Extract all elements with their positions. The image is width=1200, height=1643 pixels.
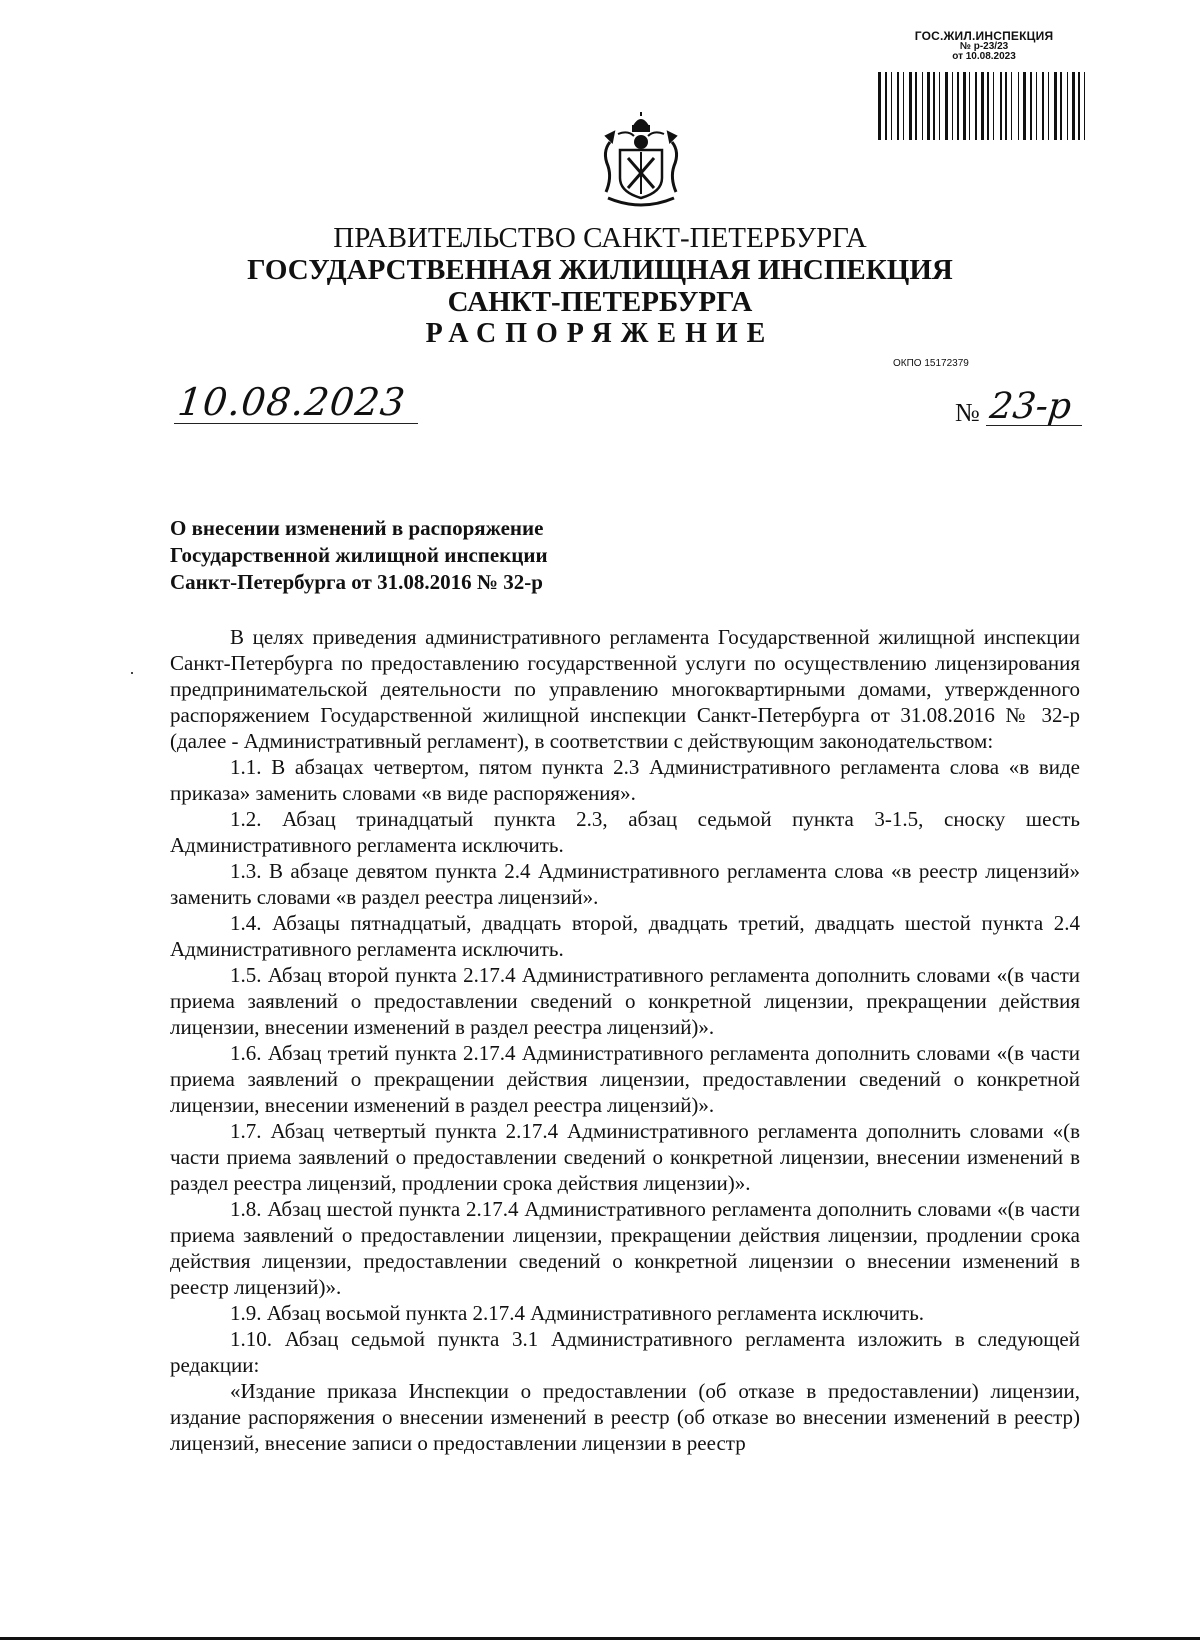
barcode-bar bbox=[915, 72, 917, 140]
barcode-bar bbox=[1000, 72, 1002, 140]
government-title: ПРАВИТЕЛЬСТВО САНКТ-ПЕТЕРБУРГА bbox=[333, 222, 867, 254]
body-paragraph: 1.8. Абзац шестой пункта 2.17.4 Административного регламента дополнить словами «(в части приема заявлений о предоставлении лицензии, прекращении действия лицензии, продлении срока действия лицензии, предоставлении сведений о конкретной лицензии о внесении изменений в реестр лицензий)». bbox=[170, 1197, 1080, 1299]
document-type: РАСПОРЯЖЕНИЕ bbox=[425, 318, 775, 349]
barcode-bar bbox=[878, 72, 881, 140]
registration-stamp bbox=[884, 30, 1084, 62]
agency-title-line1: ГОСУДАРСТВЕННАЯ ЖИЛИЩНАЯ ИНСПЕКЦИЯ bbox=[247, 254, 953, 286]
barcode-bar bbox=[1048, 72, 1049, 140]
barcode-bar bbox=[1060, 72, 1062, 140]
body-paragraph: 1.9. Абзац восьмой пункта 2.17.4 Административного регламента исключить. bbox=[230, 1301, 925, 1325]
barcode-bar bbox=[1042, 72, 1044, 140]
barcode-bar bbox=[975, 72, 977, 140]
barcode-bar bbox=[1011, 72, 1012, 140]
stamp-agency: ГОС.ЖИЛ.ИНСПЕКЦИЯ bbox=[914, 29, 1054, 43]
subject-line: Государственной жилищной инспекции bbox=[170, 543, 548, 567]
barcode-bar bbox=[1078, 72, 1080, 140]
body-paragraph: В целях приведения административного регламента Государственной жилищной инспекции Санкт-Петербурга по предоставлению государственной услуги по осуществлению лицензирования предпринимательской деятельности по управлению многоквартирными домами, утвержденного распоряжением Государственной жилищной инспекции Санкт-Петербурга от 31.08.2016 № 32-р (далее - Административный регламент), в соответствии с действующим законодательством: bbox=[170, 625, 1080, 753]
scan-speck bbox=[131, 672, 133, 674]
barcode-bar bbox=[903, 72, 904, 140]
barcode-bar bbox=[1030, 72, 1032, 140]
barcode-bar bbox=[1072, 72, 1075, 140]
barcode bbox=[876, 72, 1088, 140]
barcode-bar bbox=[1067, 72, 1068, 140]
barcode-bar bbox=[981, 72, 984, 140]
body-paragraph: 1.2. Абзац тринадцатый пункта 2.3, абзац седьмой пункта 3-1.5, сноску шесть Административного регламента исключить. bbox=[170, 807, 1080, 857]
barcode-bar bbox=[939, 72, 940, 140]
agency-title-line2: САНКТ-ПЕТЕРБУРГА bbox=[447, 286, 753, 318]
subject-line: О внесении изменений в распоряжение bbox=[170, 516, 544, 540]
barcode-bar bbox=[933, 72, 935, 140]
document-subject bbox=[170, 515, 548, 596]
barcode-bar bbox=[1005, 72, 1007, 140]
stamp-date: от 10.08.2023 bbox=[952, 51, 1016, 62]
page-bottom-edge bbox=[0, 1637, 1200, 1640]
barcode-bar bbox=[909, 72, 912, 140]
barcode-bar bbox=[1018, 72, 1019, 140]
body-paragraph: 1.7. Абзац четвертый пункта 2.17.4 Административного регламента дополнить словами «(в части приема заявлений о предоставлении сведений о конкретной лицензии, внесении изменений в раздел реестра лицензий, продлении срока действия лицензии)». bbox=[170, 1119, 1080, 1195]
barcode-bar bbox=[927, 72, 930, 140]
subject-line: Санкт-Петербурга от 31.08.2016 № 32-р bbox=[170, 570, 543, 594]
document-number: 23-р bbox=[987, 386, 1074, 427]
body-paragraph: 1.3. В абзаце девятом пункта 2.4 Административного регламента слова «в реестр лицензий» заменить словами «в раздел реестра лицензий». bbox=[170, 859, 1080, 909]
document-date: 10.08.2023 bbox=[175, 380, 408, 424]
barcode-bar bbox=[963, 72, 966, 140]
body-paragraph: «Издание приказа Инспекции о предоставлении (об отказе в предоставлении) лицензии, издание распоряжения о внесении изменений в реестр (об отказе во внесении изменений в реестр) лицензий, внесение записи о предоставлении лицензии в реестр bbox=[170, 1379, 1080, 1455]
document-body bbox=[170, 624, 1080, 1456]
barcode-bar bbox=[1054, 72, 1057, 140]
body-paragraph: 1.5. Абзац второй пункта 2.17.4 Административного регламента дополнить словами «(в части приема заявлений о предоставлении сведений о конкретной лицензии, прекращении действия лицензии, внесении изменений в раздел реестра лицензий)». bbox=[170, 963, 1080, 1039]
barcode-bar bbox=[1084, 72, 1085, 140]
barcode-bar bbox=[957, 72, 959, 140]
barcode-bar bbox=[897, 72, 899, 140]
number-sign: № bbox=[955, 398, 980, 427]
barcode-bar bbox=[987, 72, 989, 140]
stamp-number: № р-23/23 bbox=[959, 41, 1009, 52]
barcode-bar bbox=[993, 72, 994, 140]
barcode-bar bbox=[952, 72, 953, 140]
barcode-bar bbox=[969, 72, 970, 140]
body-paragraph: 1.6. Абзац третий пункта 2.17.4 Административного регламента дополнить словами «(в части приема заявлений о прекращении действия лицензии, предоставлении сведений о конкретной лицензии, внесении изменений в раздел реестра лицензий)». bbox=[170, 1041, 1080, 1117]
barcode-bar bbox=[885, 72, 887, 140]
barcode-bar bbox=[922, 72, 923, 140]
body-paragraph: 1.1. В абзацах четвертом, пятом пункта 2.3 Административного регламента слова «в виде приказа» заменить словами «в виде распоряжения». bbox=[170, 755, 1080, 805]
date-underline bbox=[174, 423, 418, 424]
barcode-bar bbox=[1036, 72, 1037, 140]
barcode-bar bbox=[891, 72, 892, 140]
barcode-bar bbox=[945, 72, 948, 140]
okpo-code: ОКПО 15172379 bbox=[893, 358, 969, 369]
barcode-bar bbox=[1023, 72, 1026, 140]
body-paragraph: 1.4. Абзацы пятнадцатый, двадцать второй, двадцать третий, двадцать шестой пункта 2.4 Административного регламента исключить. bbox=[170, 911, 1080, 961]
number-underline bbox=[986, 425, 1082, 426]
coat-of-arms-emblem bbox=[598, 112, 684, 212]
body-paragraph: 1.10. Абзац седьмой пункта 3.1 Административного регламента изложить в следующей редакции: bbox=[170, 1327, 1080, 1377]
